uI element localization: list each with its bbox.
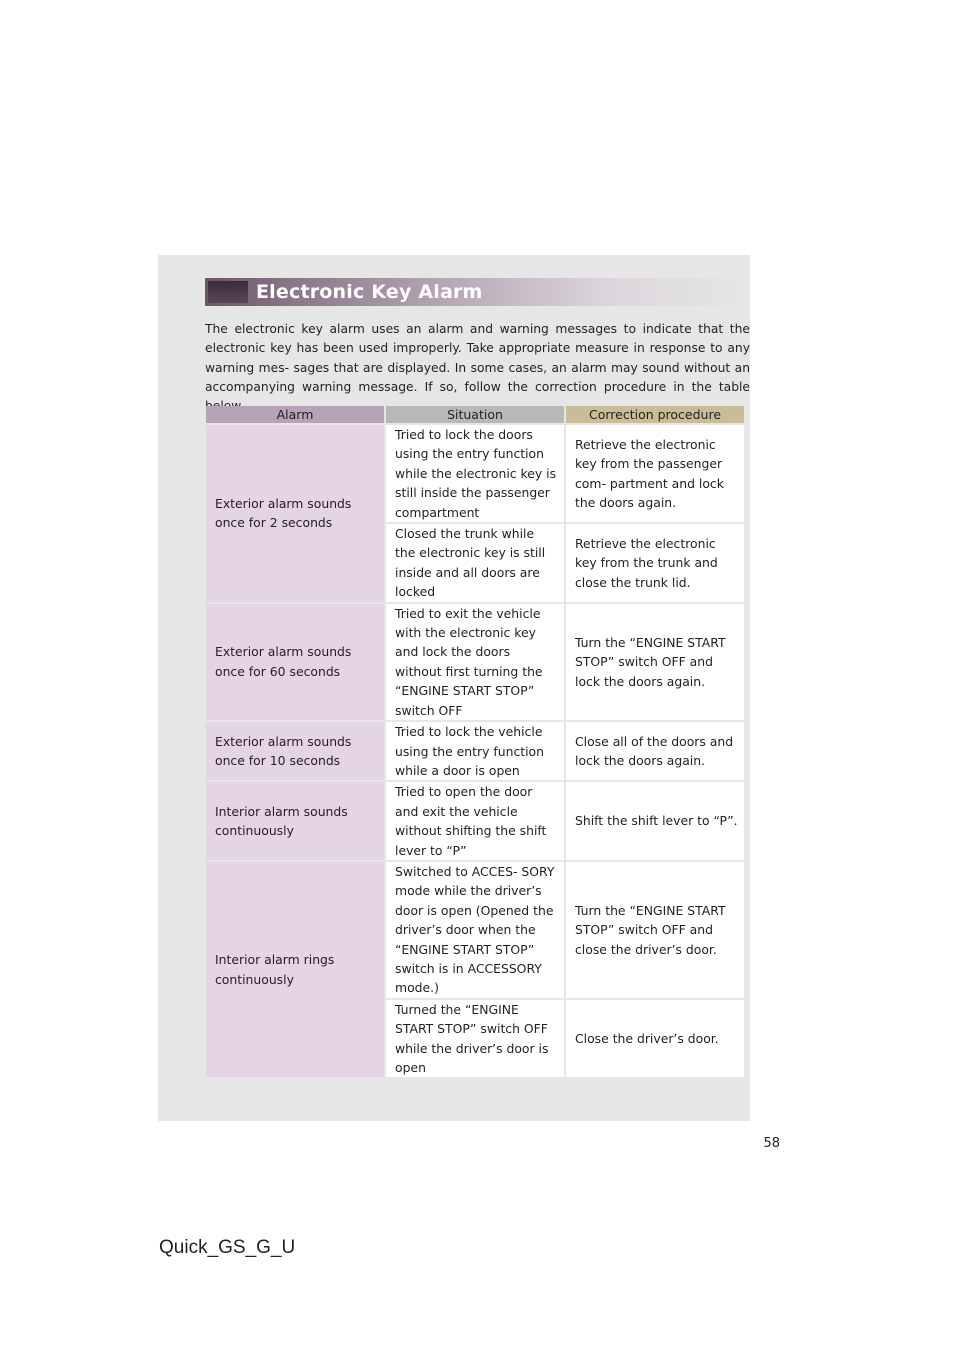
intro-paragraph: The electronic key alarm uses an alarm and warning messages to indicate that the electronic key has been used improperly. Take appropriate measure in response to any warning mes- sages that are displayed. In some cases, an alarm may sound without an accompanying warning message. If so, follow the correction procedure in the table xyxy=(205,322,750,394)
situation-cell: Switched to ACCES- SORY mode while the driver’s door is open (Opened the driver’s door when the “ENGINE START STOP” switch is in ACCESSORY mode.) xyxy=(386,862,564,998)
alarm-cell: Exterior alarm sounds once for 10 seconds xyxy=(206,722,384,780)
situation-cell: Tried to exit the vehicle with the electronic key and lock the doors without first turning the “ENGINE START STOP” switch OFF xyxy=(386,604,564,720)
table-row xyxy=(206,604,744,720)
table-row xyxy=(206,722,744,780)
correction-cell: Turn the “ENGINE START STOP” switch OFF and close the driver’s door. xyxy=(566,862,744,998)
alarm-cell: Interior alarm rings continuously xyxy=(206,862,384,1077)
situation-cell: Turned the “ENGINE START STOP” switch OFF while the driver’s door is open xyxy=(386,1000,564,1078)
table-row xyxy=(206,425,744,522)
header-situation: Situation xyxy=(386,406,564,423)
correction-cell: Close the driver’s door. xyxy=(566,1000,744,1078)
situation-cell: Tried to lock the doors using the entry function while the electronic key is still inside the passenger compartment xyxy=(386,425,564,522)
table-row xyxy=(206,782,744,860)
correction-cell: Retrieve the electronic key from the trunk and close the trunk lid. xyxy=(566,524,744,602)
situation-cell: Tried to lock the vehicle using the entry function while a door is open xyxy=(386,722,564,780)
situation-cell: Closed the trunk while the electronic key is still inside and all doors are locked xyxy=(386,524,564,602)
header-alarm: Alarm xyxy=(206,406,384,423)
footer-document-code: Quick_GS_G_U xyxy=(159,1237,296,1258)
correction-cell: Retrieve the electronic key from the passenger com- partment and lock the doors again. xyxy=(566,425,744,522)
page-number: 58 xyxy=(763,1136,780,1151)
alarm-table xyxy=(204,404,746,1079)
header-correction: Correction procedure xyxy=(566,406,744,423)
table-header-row xyxy=(206,406,744,423)
title-swatch-decoration xyxy=(208,281,248,303)
situation-cell: Tried to open the door and exit the vehicle without shifting the shift lever to “P” xyxy=(386,782,564,860)
table-row xyxy=(206,862,744,998)
alarm-cell: Exterior alarm sounds once for 2 seconds xyxy=(206,425,384,602)
alarm-cell: Interior alarm sounds continuously xyxy=(206,782,384,860)
correction-cell: Close all of the doors and lock the doors again. xyxy=(566,722,744,780)
alarm-cell: Exterior alarm sounds once for 60 seconds xyxy=(206,604,384,720)
correction-cell: Turn the “ENGINE START STOP” switch OFF and lock the doors again. xyxy=(566,604,744,720)
correction-cell: Shift the shift lever to “P”. xyxy=(566,782,744,860)
section-title: Electronic Key Alarm xyxy=(256,281,483,303)
